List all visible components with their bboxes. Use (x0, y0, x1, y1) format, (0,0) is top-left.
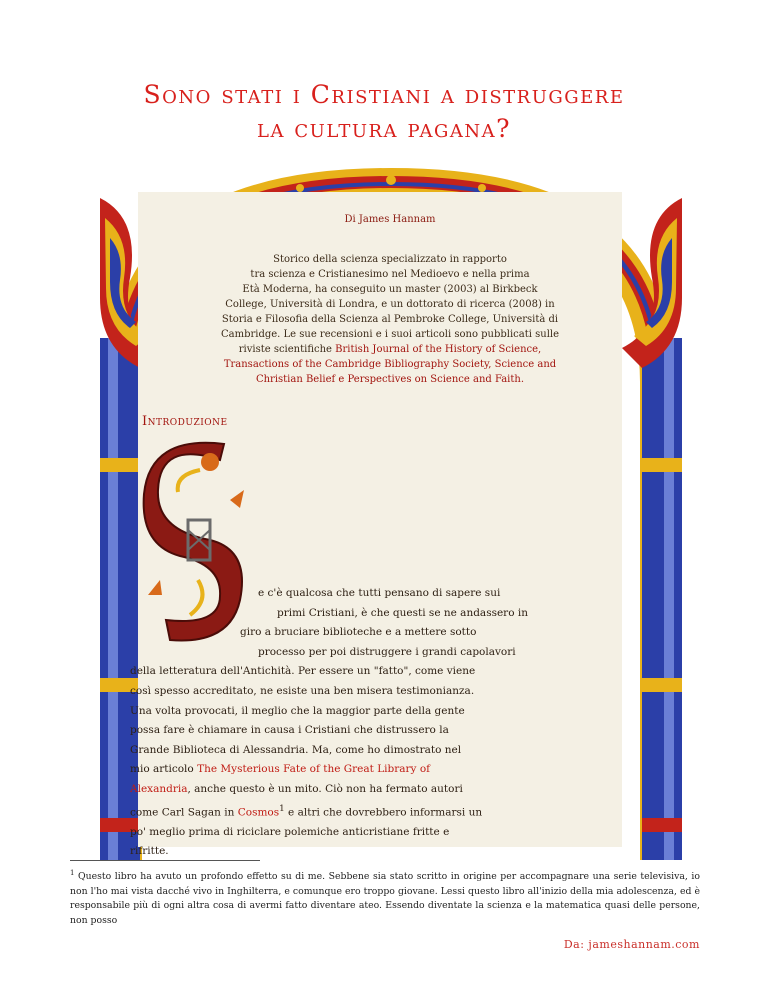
footnote-text: Questo libro ha avuto un profondo effetto su di me. Sebbene sia stato scritto in origine per accompagnare una serie televisiva, io non l'ho mai vista dacché vivo in Inghilterra, e comunque ero troppo giovane. Lessi questo libro all'inizio della mia adolescenza, ed è responsabile più di ogni altra cosa di avermi fatto diventare ateo. Essendo diventate la scienza e la matematica quasi delle persone, non posso (70, 871, 700, 926)
paragraph-line: po' meglio prima di riciclare polemiche anticristiane fritte e (130, 825, 450, 838)
paragraph-line: così spesso accreditato, ne esiste una ben misera testimonianza. (130, 684, 475, 697)
journal-names: Transactions of the Cambridge Bibliography Society, Science and (223, 359, 557, 370)
bio-line: Storia e Filosofia della Scienza al Pembroke College, Università di (221, 314, 559, 325)
cosmos-link[interactable]: Cosmos (237, 806, 280, 819)
paragraph-text: e altri che dovrebbero informarsi un (284, 806, 483, 819)
paragraph-line: e c'è qualcosa che tutti pensano di sapere sui (258, 587, 501, 599)
bio-line (158, 342, 622, 357)
paragraph-line: Grande Biblioteca di Alessandria. Ma, come ho dimostrato nel (130, 743, 462, 756)
intro-paragraph (130, 584, 610, 862)
paragraph-text: , anche questo è un mito. Ciò non ha fermato autori (187, 782, 463, 795)
paragraph-line: processo per poi distruggere i grandi capolavori (258, 645, 516, 658)
paragraph-line: rifritte. (130, 845, 169, 858)
paragraph-line: giro a bruciare biblioteche e a mettere sotto (240, 626, 477, 639)
footnote-ref[interactable]: 1 (279, 803, 285, 814)
footnote-marker: 1 (70, 869, 75, 877)
paragraph-text: come Carl Sagan in (130, 806, 238, 819)
bio-line: Cambridge. Le sue recensioni e i suoi articoli sono pubblicati sulle (220, 329, 560, 340)
section-heading: Introduzione (142, 414, 228, 429)
title-line-2: la cultura pagana? (257, 114, 511, 143)
bio-line: tra scienza e Cristianesimo nel Medioevo e nella prima (250, 269, 530, 280)
paragraph-text: mio articolo (130, 763, 198, 776)
footnote (70, 866, 700, 928)
footnote-divider (70, 860, 260, 861)
journal-name: British Journal of the History of Science, (335, 344, 542, 355)
paragraph-line (130, 760, 610, 780)
title-line-1: Sono stati i Cristiani a distruggere (143, 80, 625, 109)
paragraph-line: della letteratura dell'Antichità. Per essere un "fatto", come viene (130, 665, 476, 678)
dropcap-letter: S (140, 430, 141, 431)
journal-names: Christian Belief e Perspectives on Science and Faith. (255, 374, 525, 385)
article-link[interactable]: The Mysterious Fate of the Great Library of (197, 763, 431, 776)
page-title (0, 78, 768, 146)
bio-line: College, Università di Londra, e un dottorato di ricerca (2008) in (225, 299, 555, 310)
paragraph-line: Una volta provocati, il meglio che la maggior parte della gente (130, 704, 465, 717)
author-bio (158, 252, 622, 387)
bio-line: Storico della scienza specializzato in rapporto (273, 254, 507, 265)
author-byline: Di James Hannam (344, 214, 436, 225)
paragraph-line: possa fare è chiamare in causa i Cristiani che distrussero la (130, 724, 449, 737)
paragraph-line (130, 780, 610, 800)
bio-line: Età Moderna, ha conseguito un master (2003) al Birkbeck (242, 284, 538, 295)
source-credit: Da: jameshannam.com (563, 938, 700, 951)
paragraph-line (130, 800, 610, 823)
article-link[interactable]: Alexandria (130, 782, 188, 795)
bio-text: riviste scientifiche (238, 344, 336, 355)
paragraph-line: primi Cristiani, è che questi se ne andassero in (277, 606, 528, 619)
